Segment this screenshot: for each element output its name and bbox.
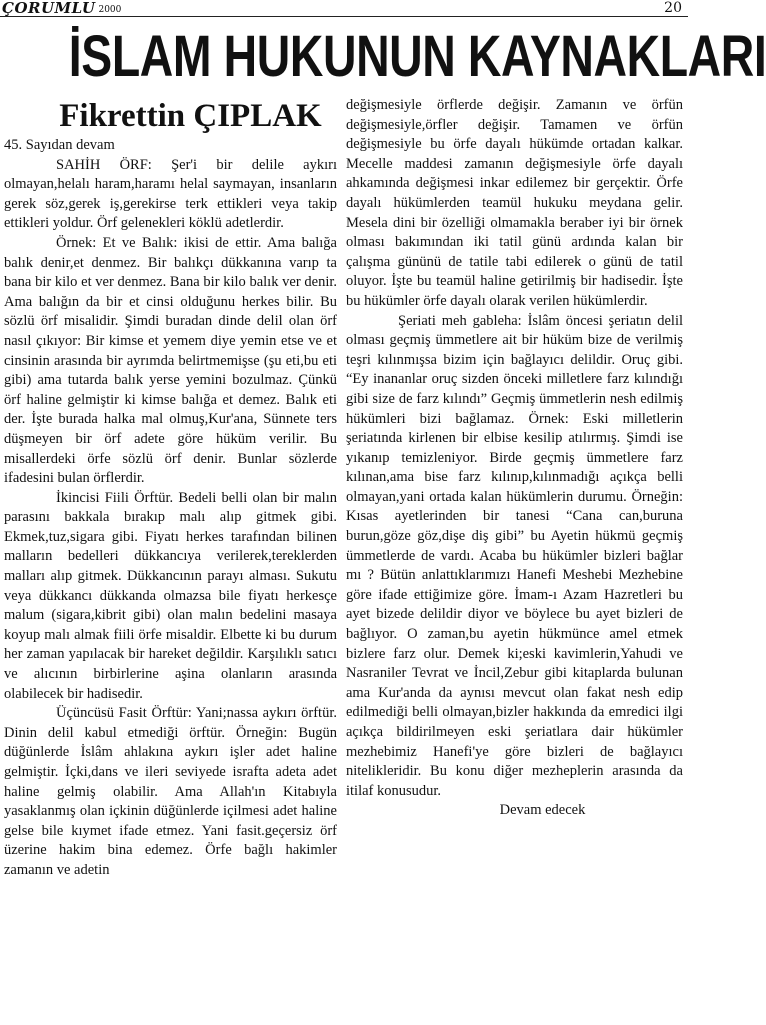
paragraph: SAHİH ÖRF: Şer'i bir delile aykırı olmayan,helalı haram,haramı helal saymayan, insanların gerek söz,gerek iş,gerekirse terk ettikleri veya takip ettikleri yoldur. Örf gelenekleri köklü adetlerdir. [4, 156, 337, 232]
article-column-right [346, 96, 683, 821]
header-rule [0, 16, 688, 17]
paragraph: Üçüncüsü Fasit Örftür: Yani;nassa aykırı örftür. Dinin delil kabul etmediği örftür. Örneğin: Bugün düğünlerde İslâm ahlakına aykırı işler adet haline gelmiştir. İçki,dans ve ileri seviyede israfta adeta adet haline gelmiş olabilir. Ama Allah'ın Kitabıyla yasaklanmış olan içkinin düğünlerde içilmesi adet haline gelse bile kıymet ifade etmez. Yani fasit.geçersiz örf üzerine hakim bina edemez. Örfe bağlı hakimler zamanın ve adetin [4, 705, 337, 878]
paragraph: Şeriati meh gableha: İslâm öncesi şeriatın delil olması geçmiş ümmetlere ait bir hüküm bize de verilmiş teşri kılınmışsa bizim için bağlayıcı delildir. Oruç gibi. “Ey inananlar oruç sizden önceki milletlere farz kılındığı gibi size de farz kılındı” Geçmiş ümmetlerin nesh edilmiş hükümleri bizi bağlamaz. Örnek: Eski milletlerin şeriatında kirlenen bir elbise kesilip atılırmış. Şimdi ise yıkanıp temizleniyor. Birde geçmiş ümmetlere farz kılınan,ama bise farz kılınıp,kılınmadığı açıkça belli olmayan,yani ortada kalan hükümlerin durumu. Örneğin: Kısas ayetlerinden bir tanesi “Cana can,buruna burun,göze göz,dişe diş gibi” bu Ayetin hükmü geçmiş ümmetlerde de vardı. Acaba bu hükümler bizleri bağlar mı ? Bütün anlattıklarımızı Hanefi Meshebi Mezhebine göre ifade ettiğimize göre. İmam-ı Azam Hazretleri bu ayet bizede delildir diyor ve böylece bu ayet bizleri de bağlıyor. O zaman,bu ayetin hükmünce amel etmek bizlere farz olur. Demek ki;eski kavimlerin,Yahudi ve Nasraniler Tevrat ve İncil,Zebur gibi kitaplarda bulunan ama Kur'anda da aynısı mevcut olan fakat nesh edip edilmediği belli olmayan,bizler hakkında da emredici ilgi açıkça bildirilmeyen eski şeriatlara dair hükümler mezhebimiz Hanefi'ye göre bizleri de bağlayıcı nitelikleridir. Bu konu diğer mezheplerin arasında da itilaf konusudur. [346, 312, 683, 799]
article-title: İSLAM HUKUNUN KAYNAKLARI [68, 24, 766, 89]
page-number: 20 [664, 0, 682, 16]
continued-note: Devam edecek [499, 802, 586, 819]
paragraph: değişmesiyle örflerde değişir. Zamanın ve örfün değişmesiyle,örfler değişir. Tamamen ve örfün değişmesiyle bu örfe dayalı hükümde ortadan kalkar. Mecelle maddesi zamanın değişmesiyle örfe dayalı ahkamında değişmesi inkar edilemez bir gerçektir. Örfe dayalı hükümlerden teamül hukuku meydana gelir. Mesela dini bir özelliği olmamakla beraber iyi bir örnek olması bakımından iki tatil günü ardında kalan bir çalışma gününü de tatile tabi edilerek o günü de tatil oluyor. İşte bu teamül haline getirilmiş bir hadisedir. İşte bu hükümler örfe dayalı olarak verilen hükümlerdir. [346, 97, 683, 309]
article-body-right [346, 96, 683, 801]
paragraph: İkincisi Fiili Örftür. Bedeli belli olan bir malın parasını bakkala bırakıp malı alıp gitmek gibi. Ekmek,tuz,sigara gibi. Fiyatı herkes tarafından bilinen malların bedelleri dükkancıya verilerek,tereklerden malları alıp gitmek. Dükkancının parayı alması. Sukutu veya dükkancı dükkanda olmazsa bile fiyatı herkesçe malum (sigara,kibrit gibi) olan malın bedelini masaya koyup malı almak fiili örfe misaldir. Elbette ki bu durum her zaman yapılacak bir hareket değildir. Karşılıklı satıcı ve alıcının birbirlerine aşina olanların arasında olabilecek bir hadisedir. [4, 489, 337, 702]
article-title-block [0, 24, 766, 89]
page-header [0, 0, 688, 17]
paragraph: Örnek: Et ve Balık: ikisi de ettir. Ama balığa balık denir,et denmez. Bir balıkçı dükkanına varıp ta bana bir kilo et ver denmez. Bana bir kilo balık ver denir. Ama balığın da bir et cinsi olduğunu herkes bilir. Bu sözlü örf misalidir. Şimdi buradan dinde delil olan örf nasıl çıkıyor: Bir kimse et yemem diye yemin etse ve et cinsinin arasında bir ayrımda belirtmemişse (şu eti,bu eti gibi) ama tutarda balık yerse yemini bozulmaz. Çünkü örf haline gelmiştir ki kimse balığa et demez. Balık eti der. İşte burada halka mal olmuş,Kur'ana, Sünnete ters düşmeyen bir örf adete göre hüküm verilir. Bu misallerdeki örfe sözlü örf denir. Bunlar sözlerde ifadesini bulan örflerdir. [4, 234, 337, 487]
masthead-name: ÇORUMLU [2, 0, 96, 17]
author-name: Fikrettin ÇIPLAK [59, 98, 322, 134]
issue-note: 45. Sayıdan devam [4, 137, 115, 153]
article-body-left [4, 136, 337, 881]
article-column-left [4, 96, 337, 881]
masthead-year: 2000 [98, 5, 122, 15]
